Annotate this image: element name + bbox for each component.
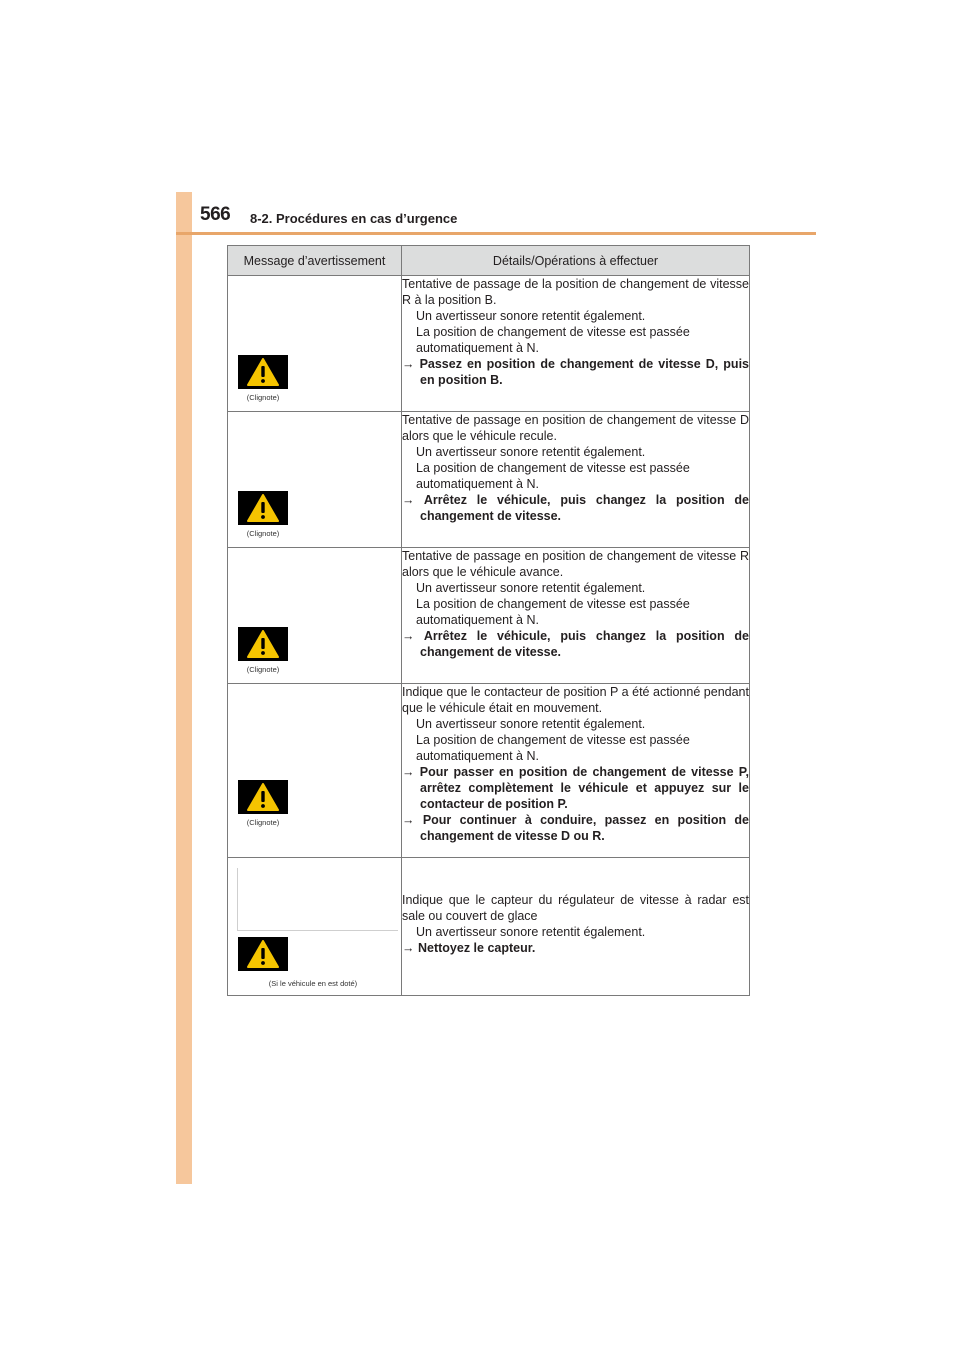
warning-message-cell	[228, 684, 402, 858]
warning-message-cell	[228, 276, 402, 412]
warning-triangle-icon	[238, 627, 288, 661]
row-note: Un avertisseur sonore retentit également.	[416, 445, 646, 459]
row-note: Un avertisseur sonore retentit également.	[416, 925, 646, 939]
details-cell	[402, 548, 750, 684]
details-cell	[402, 276, 750, 412]
details-cell	[402, 684, 750, 858]
row-note: La position de changement de vitesse est passée automatiquement à N.	[416, 461, 690, 491]
details-cell	[402, 858, 750, 996]
header-rule	[176, 232, 816, 235]
row-description: Tentative de passage en position de changement de vitesse R alors que le véhicule avance.	[402, 549, 749, 579]
icon-caption: (Clignote)	[246, 665, 280, 674]
row-note: La position de changement de vitesse est passée automatiquement à N.	[416, 325, 690, 355]
row-action: → Arrêtez le véhicule, puis changez la position de changement de vitesse.	[402, 493, 749, 523]
row-description: Tentative de passage en position de changement de vitesse D alors que le véhicule recule.	[402, 413, 749, 443]
row-description: Tentative de passage de la position de changement de vitesse R à la position B.	[402, 277, 749, 307]
display-frame	[237, 868, 398, 931]
row-note: Un avertisseur sonore retentit également.	[416, 717, 646, 731]
row-action: → Pour passer en position de changement de vitesse P, arrêtez complètement le véhicule et appuyez sur le contacteur de position P.	[402, 765, 749, 811]
row-description: Indique que le capteur du régulateur de vitesse à radar est sale ou couvert de glace	[402, 893, 749, 923]
column-header-details: Détails/Opérations à effectuer	[402, 246, 750, 276]
warning-triangle-icon	[238, 937, 288, 971]
icon-caption: (Si le véhicule en est doté)	[268, 979, 358, 988]
warning-triangle-icon	[238, 491, 288, 525]
row-action: → Arrêtez le véhicule, puis changez la position de changement de vitesse.	[402, 629, 749, 659]
icon-caption: (Clignote)	[246, 393, 280, 402]
warning-triangle-icon	[238, 355, 288, 389]
icon-caption: (Clignote)	[246, 529, 280, 538]
row-description: Indique que le contacteur de position P a été actionné pendant que le véhicule était en mouvement.	[402, 685, 749, 715]
table-row	[228, 412, 750, 548]
warning-message-cell	[228, 412, 402, 548]
row-note: Un avertisseur sonore retentit également.	[416, 581, 646, 595]
side-color-strip	[176, 192, 192, 1184]
row-action: → Passez en position de changement de vitesse D, puis en position B.	[402, 357, 749, 387]
table-header-row	[228, 246, 750, 276]
row-action: → Pour continuer à conduire, passez en position de changement de vitesse D ou R.	[402, 813, 749, 843]
warning-table	[227, 245, 750, 996]
details-cell	[402, 412, 750, 548]
warning-triangle-icon	[238, 780, 288, 814]
row-action: → Nettoyez le capteur.	[402, 941, 536, 955]
warning-message-cell	[228, 548, 402, 684]
row-note: Un avertisseur sonore retentit également.	[416, 309, 646, 323]
table-row	[228, 548, 750, 684]
warning-message-cell	[228, 858, 402, 996]
row-note: La position de changement de vitesse est passée automatiquement à N.	[416, 733, 690, 763]
row-note: La position de changement de vitesse est passée automatiquement à N.	[416, 597, 690, 627]
table-row	[228, 858, 750, 996]
section-title: 8-2. Procédures en cas d’urgence	[250, 211, 458, 226]
table-row	[228, 684, 750, 858]
page-number: 566	[200, 204, 231, 225]
table-row	[228, 276, 750, 412]
column-header-message: Message d’avertissement	[228, 246, 402, 276]
icon-caption: (Clignote)	[246, 818, 280, 827]
